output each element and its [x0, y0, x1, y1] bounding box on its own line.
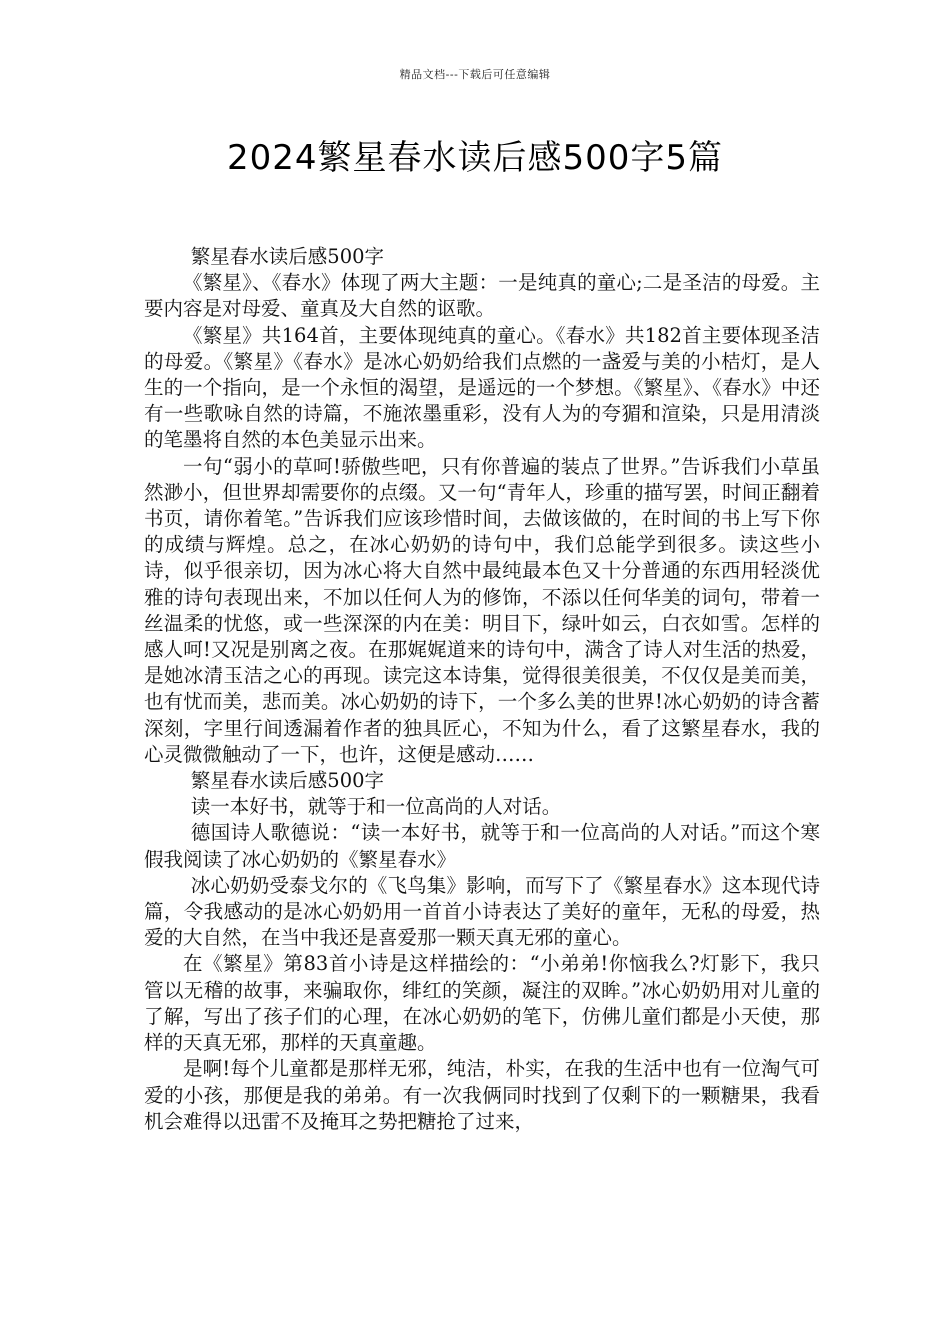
- paragraph: 《繁星》共164首，主要体现纯真的童心。《春水》共182首主要体现圣洁的母爱。《繁星》《春水》是冰心奶奶给我们点燃的一盏爱与美的小桔灯，是人生的一个指向，是一个永恒的渴望，是遥远的一个梦想。《繁星》、《春水》中还有一些歌咏自然的诗篇，不施浓墨重彩，没有人为的夸猸和渲染，只是用清淡的笔墨将自然的本色美显示出来。: [144, 323, 820, 452]
- paragraph: 一句“弱小的草呵!骄傲些吧，只有你普遍的装点了世界。”告诉我们小草虽然渺小，但世界却需要你的点缀。又一句“青年人，珍重的描写罢，时间正翻着书页，请你着笔。”告诉我们应该珍惜时间，去做该做的，在时间的书上写下你的成绩与辉煌。总之，在冰心奶奶的诗句中，我们总能学到很多。读这些小诗，似乎很亲切，因为冰心将大自然中最纯最本色又十分普通的东西用轻淡优雅的诗句表现出来，不加以任何人为的修饰，不添以任何华美的词句，带着一丝温柔的忧悠，或一些深深的内在美：明目下，绿叶如云，白衣如雪。怎样的感人呵!又况是别离之夜。在那娓娓道来的诗句中，满含了诗人对生活的热爱，是她冰清玉洁之心的再现。读完这本诗集，觉得很美很美，不仅仅是美而美，也有忧而美，悲而美。冰心奶奶的诗下，一个多么美的世界!冰心奶奶的诗含蓄深刻，字里行间透漏着作者的独具匠心，不知为什么，看了这繁星春水，我的心灵微微触动了一下，也许，这便是感动……: [144, 454, 820, 766]
- paragraph: 读一本好书，就等于和一位高尚的人对话。: [190, 795, 562, 819]
- paragraph: 在《繁星》第83首小诗是这样描绘的：“小弟弟!你恼我么?灯影下，我只管以无稽的故事，来骗取你，绯红的笑颜，凝注的双眸。”冰心奶奶用对儿童的了解，写出了孩子们的心理，在冰心奶奶的笔下，仿佛儿童们都是小天使，那样的天真无邪，那样的天真童趣。: [144, 952, 820, 1055]
- paragraph: 冰心奶奶受泰戈尔的《飞鸟集》影响，而写下了《繁星春水》这本现代诗篇，令我感动的是冰心奶奶用一首首小诗表达了美好的童年，无私的母爱，热爱的大自然，在当中我还是喜爱那一颗天真无邪的童心。: [144, 873, 820, 950]
- header-note: 精品文档---下载后可任意编辑: [399, 68, 551, 81]
- paragraph: 《繁星》、《春水》体现了两大主题：一是纯真的童心;二是圣洁的母爱。主要内容是对母爱、童真及大自然的讴歌。: [144, 271, 820, 321]
- paragraph: 繁星春水读后感500字: [190, 245, 385, 268]
- paragraph: 繁星春水读后感500字: [190, 769, 385, 793]
- document-title: 2024繁星春水读后感500字5篇: [226, 138, 724, 178]
- document-body: [144, 244, 820, 1135]
- paragraph: 是啊!每个儿童都是那样无邪，纯洁，朴实，在我的生活中也有一位淘气可爱的小孩，那便是我的弟弟。有一次我俩同时找到了仅剩下的一颗糖果，我看机会难得以迅雷不及掩耳之势把糖抢了过来，: [144, 1057, 820, 1133]
- paragraph: 德国诗人歌德说：“读一本好书，就等于和一位高尚的人对话。”而这个寒假我阅读了冰心奶奶的《繁星春水》: [144, 821, 820, 871]
